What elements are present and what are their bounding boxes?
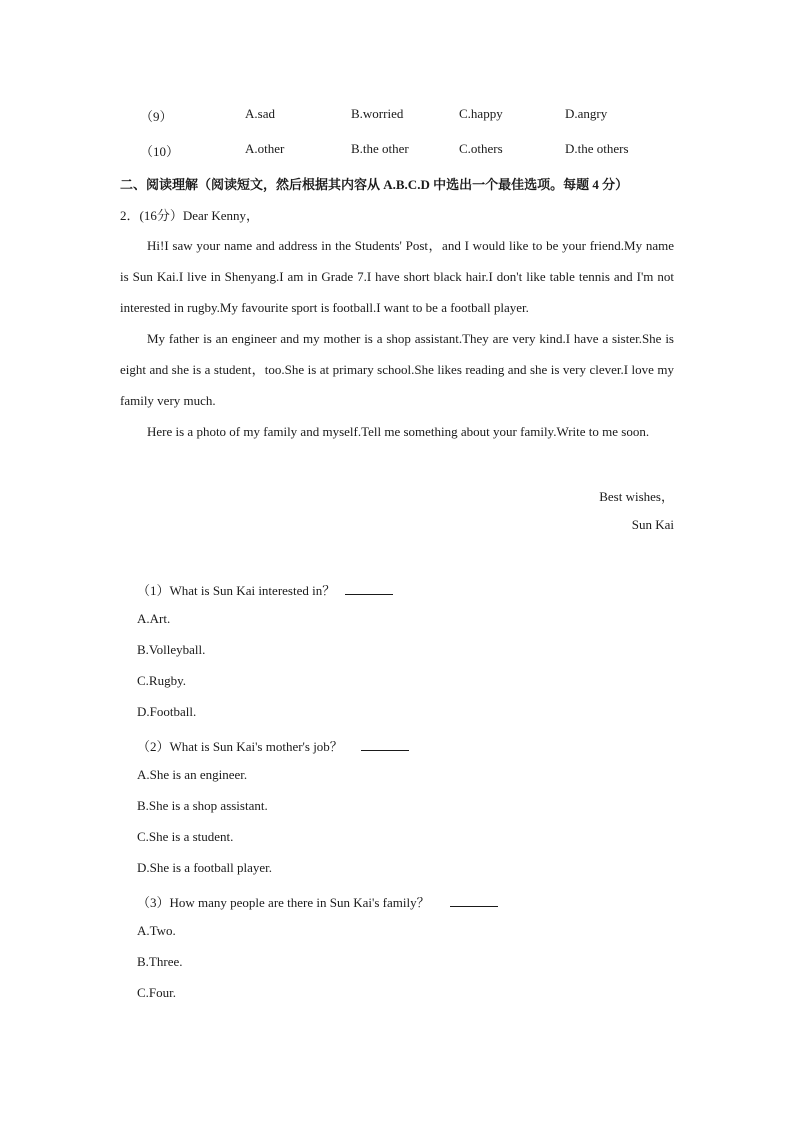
option-row-10	[0, 141, 794, 161]
question-1-stem	[137, 580, 393, 599]
option-b: B.worried	[351, 106, 404, 121]
question-2-option-d: D.She is a football player.	[137, 860, 273, 875]
question-1-option-d: D.Football.	[137, 704, 197, 719]
option-b: B.the other	[351, 141, 409, 156]
question-3-option-a: A.Two.	[137, 923, 176, 938]
option-a: A.sad	[245, 106, 275, 121]
section-title: 二、阅读理解（阅读短文，然后根据其内容从 A.B.C.D 中选出一个最佳选项。每题 4 分）	[120, 177, 629, 192]
question-2-text: （2）What is Sun Kai's mother's job？	[137, 739, 343, 754]
option-row-9	[0, 106, 794, 126]
option-c: C.happy	[459, 106, 503, 121]
question-2-option-c: C.She is a student.	[137, 829, 234, 844]
answer-blank[interactable]	[450, 894, 498, 907]
answer-blank[interactable]	[345, 582, 393, 595]
letter-signature: Sun Kai	[631, 517, 674, 532]
question-1-option-c: C.Rugby.	[137, 673, 186, 688]
question-2-stem	[137, 736, 409, 755]
letter-paragraph-3: Here is a photo of my family and myself.Tell me something about your family.Write to me soon.	[147, 424, 650, 439]
option-c: C.others	[459, 141, 503, 156]
question-header: 2．(16分）Dear Kenny，	[120, 208, 259, 223]
letter-closing: Best wishes，	[599, 489, 674, 504]
question-2-option-a: A.She is an engineer.	[137, 767, 248, 782]
question-number: （10）	[140, 144, 180, 159]
letter-paragraph-1: Hi!I saw your name and address in the Students' Post，and I would like to be your friend.My name is Sun Kai.I live in Shenyang.I am in Grade 7.I have short black hair.I don't like table tennis and I'm not interested in rugby.My favourite sport is football.I want to be a football player.	[120, 238, 674, 315]
question-3-stem	[137, 892, 498, 911]
question-number: （9）	[140, 109, 173, 124]
question-1-option-a: A.Art.	[137, 611, 171, 626]
question-2-option-b: B.She is a shop assistant.	[137, 798, 268, 813]
question-3-option-c: C.Four.	[137, 985, 177, 1000]
question-1-text: （1）What is Sun Kai interested in？	[137, 583, 336, 598]
option-d: D.the others	[565, 141, 629, 156]
option-d: D.angry	[565, 106, 608, 121]
letter-paragraph-2: My father is an engineer and my mother is a shop assistant.They are very kind.I have a sister.She is eight and she is a student，too.She is at primary school.She likes reading and she is very clever.I love my family very much.	[120, 331, 674, 408]
question-3-option-b: B.Three.	[137, 954, 183, 969]
option-a: A.other	[245, 141, 285, 156]
question-3-text: （3）How many people are there in Sun Kai's family？	[137, 895, 430, 910]
answer-blank[interactable]	[361, 738, 409, 751]
question-1-option-b: B.Volleyball.	[137, 642, 206, 657]
